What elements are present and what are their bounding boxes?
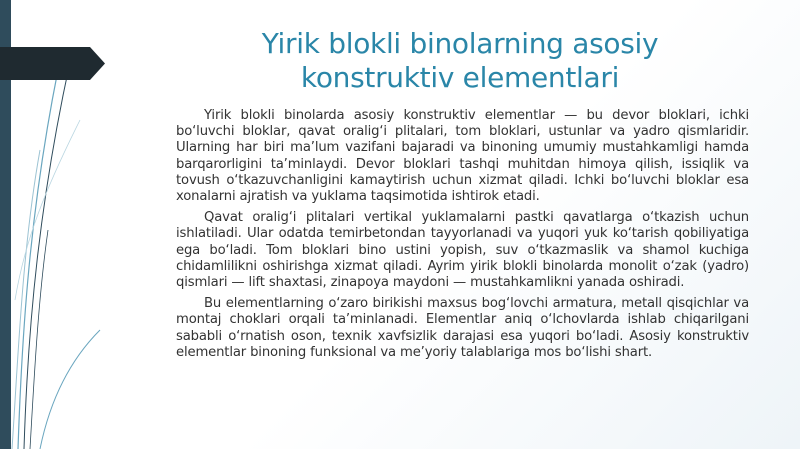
paragraph-3: Bu elementlarning o‘zaro birikishi maxsus bog‘lovchi armatura, metall qisqichlar va montaj choklari orqali ta’minlanadi. Elementlar aniq o‘lchovlarda ishlab chiqarilgani sababli o‘rnatish oson, texnik xavfsizlik darajasi esa yuqori bo‘ladi. Asosiy konstruktiv elementlar binoning funksional va me’yoriy talablariga mos bo‘lishi shart.: [176, 296, 749, 360]
slide-title-line-1: Yirik blokli binolarning asosiy: [261, 27, 659, 60]
slide-title: [120, 27, 800, 95]
paragraph-1: Yirik blokli binolarda asosiy konstruktiv elementlar — bu devor bloklari, ichki bo‘luvchi bloklar, qavat oralig‘i plitalari, tom bloklari, ustunlar va yadro qismlaridir. Ularning har biri ma’lum vazifani bajaradi va binoning umumiy mustahkamligi hamda barqarorligini ta’minlaydi. Devor bloklari tashqi muhitdan himoya qilish, issiqlik va tovush o‘tkazuvchanligini kamaytirish uchun xizmat qiladi. Ichki bo‘luvchi bloklar esa xonalarni ajratish va yuklama taqsimotida ishtirok etadi.: [176, 108, 749, 205]
slide-body-text: [176, 108, 749, 366]
slide-title-line-2: konstruktiv elementlari: [300, 61, 620, 94]
paragraph-2: Qavat oralig‘i plitalari vertikal yuklamalarni pastki qavatlarga o‘tkazish uchun ishlatiladi. Ular odatda temirbetondan tayyorlanadi va yuqori yuk ko‘tarish qobiliyatiga ega bo‘ladi. Tom bloklari bino ustini yopish, suv o‘tkazmaslik va shamol kuchiga chidamlilikni oshirishga xizmat qiladi. Ayrim yirik blokli binolarda monolit o‘zak (yadro) qismlari — lift shaxtasi, zinapoya maydoni — mustahkamlikni yanada oshiradi.: [176, 210, 749, 291]
title-tab-arrow: [0, 47, 105, 80]
